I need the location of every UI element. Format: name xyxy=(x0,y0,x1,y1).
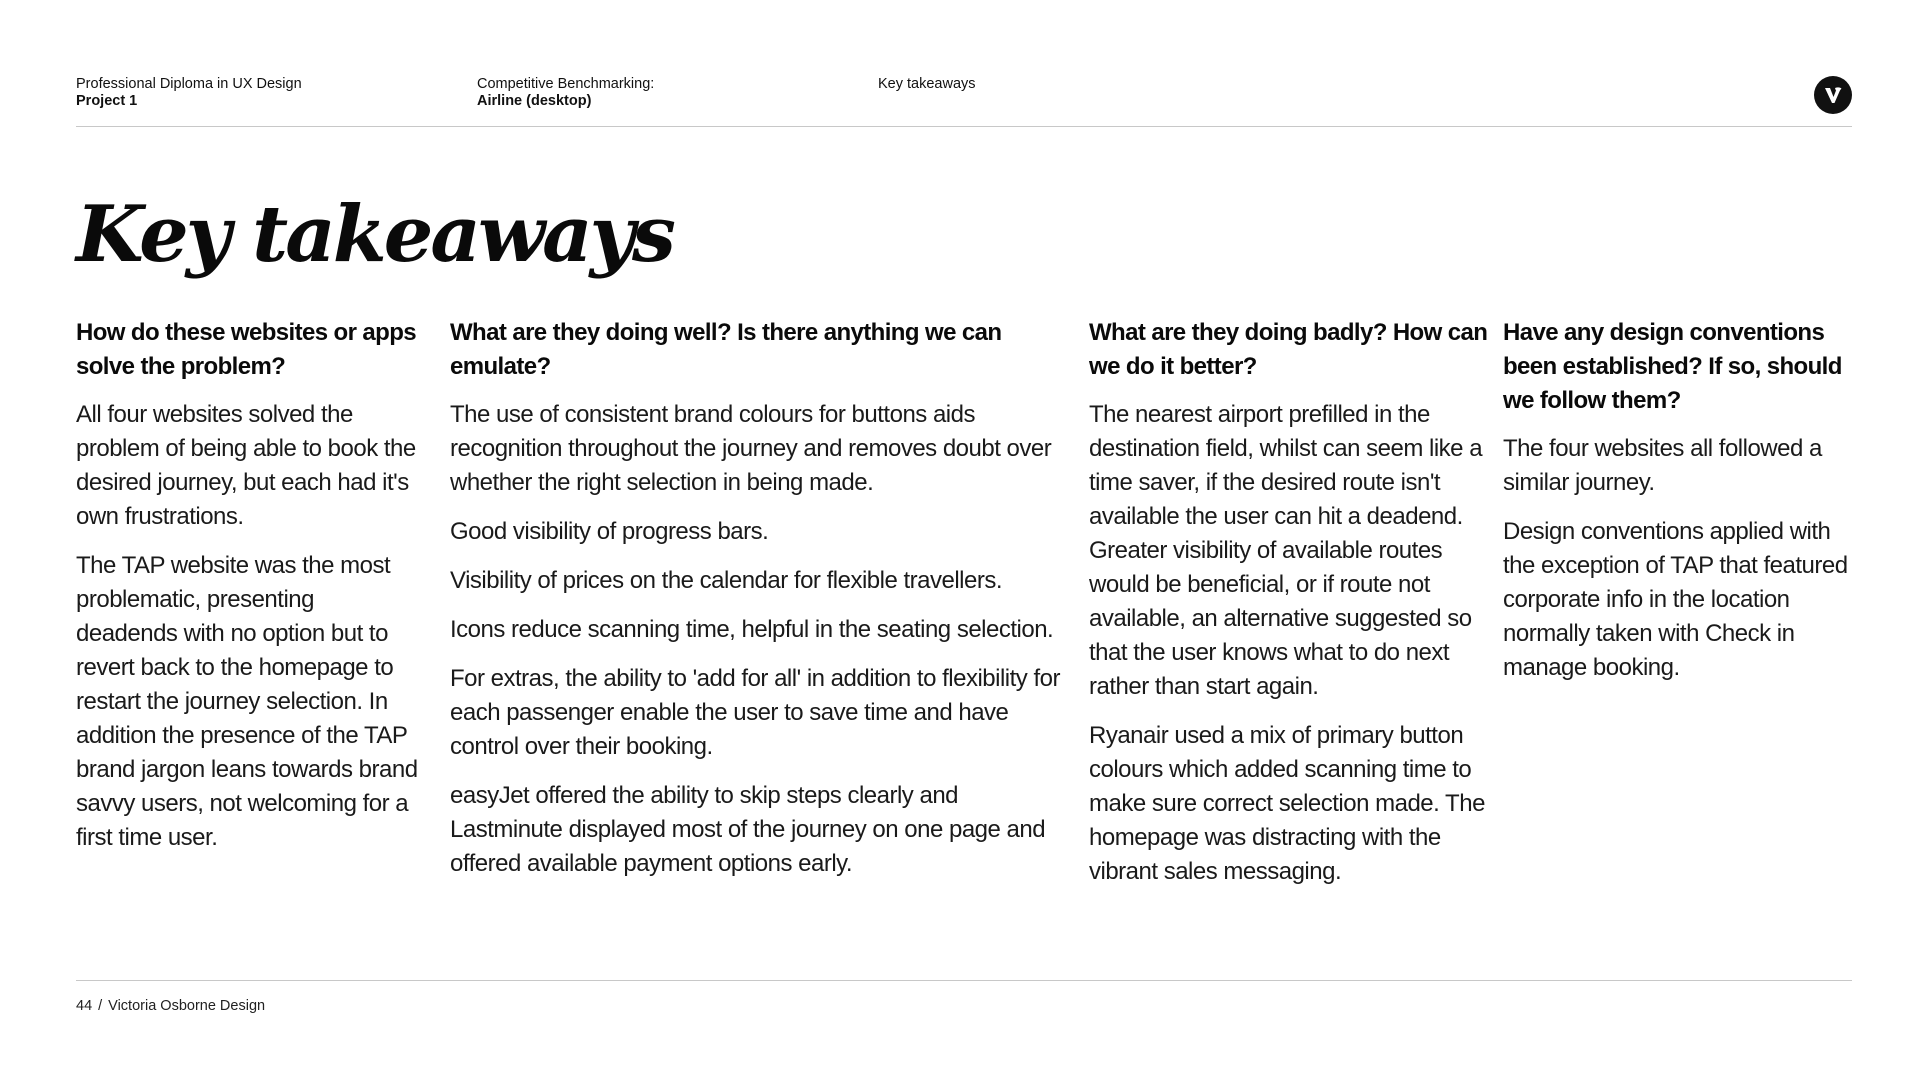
column-question: Have any design conventions been established? If so, should we follow them? xyxy=(1503,319,1842,414)
author-name: Victoria Osborne Design xyxy=(108,998,266,1014)
column-question: What are they doing badly? How can we do it better? xyxy=(1089,319,1488,380)
column-question: What are they doing well? Is there anything we can emulate? xyxy=(450,319,1002,380)
column-paragraph: Ryanair used a mix of primary button colours which added scanning time to make sure correct selection made. The homepage was distracting with the vibrant sales messaging. xyxy=(1089,722,1485,885)
column-paragraph: The use of consistent brand colours for buttons aids recognition throughout the journey and removes doubt over whether the right selection in being made. xyxy=(450,401,1052,496)
course-label xyxy=(76,76,302,110)
page-header xyxy=(76,76,1852,126)
v-monogram-icon xyxy=(1814,76,1852,114)
footer-divider xyxy=(76,980,1852,981)
column-doing-badly xyxy=(1089,316,1489,904)
column-paragraph: The nearest airport prefilled in the destination field, whilst can seem like a time saver, if the desired route isn't available the user can hit a deadend. Greater visibility of available routes would be beneficial, or if route not available, an alternative suggested so that the user knows what to do next rather than start again. xyxy=(1089,401,1483,700)
project-name: Project 1 xyxy=(76,93,138,109)
header-divider xyxy=(76,126,1852,127)
course-name: Professional Diploma in UX Design xyxy=(76,76,302,92)
page-footer xyxy=(76,997,265,1015)
column-paragraph: Design conventions applied with the exception of TAP that featured corporate info in the location normally taken with Check in manage booking. xyxy=(1503,518,1848,681)
column-paragraph: The TAP website was the most problematic, presenting deadends with no option but to revert back to the homepage to restart the journey selection. In addition the presence of the TAP brand jargon leans towards brand savvy users, not welcoming for a first time user. xyxy=(76,552,418,851)
column-paragraph: Visibility of prices on the calendar for flexible travellers. xyxy=(450,567,1002,594)
column-paragraph: All four websites solved the problem of being able to book the desired journey, but each had it's own frustrations. xyxy=(76,401,416,530)
page-label-text: Key takeaways xyxy=(878,76,976,92)
column-paragraph: Good visibility of progress bars. xyxy=(450,518,769,545)
column-paragraph: The four websites all followed a similar journey. xyxy=(1503,435,1822,496)
column-paragraph: For extras, the ability to 'add for all' in addition to flexibility for each passenger enable the user to save time and have control over their booking. xyxy=(450,665,1060,760)
section-subject: Airline (desktop) xyxy=(477,93,592,109)
column-paragraph: Icons reduce scanning time, helpful in the seating selection. xyxy=(450,616,1054,643)
column-paragraph: easyJet offered the ability to skip steps clearly and Lastminute displayed most of the journey on one page and offered available payment options early. xyxy=(450,782,1046,877)
column-problem-solving xyxy=(76,316,420,870)
column-design-conventions xyxy=(1503,316,1855,700)
page-title: Key takeaways xyxy=(76,189,673,280)
column-question: How do these websites or apps solve the problem? xyxy=(76,319,417,380)
section-name: Competitive Benchmarking: xyxy=(477,76,655,92)
page-number: 44 xyxy=(76,998,93,1014)
footer-separator: / xyxy=(98,998,103,1014)
section-label xyxy=(477,76,654,110)
page-label xyxy=(878,76,976,93)
column-doing-well xyxy=(450,316,1070,896)
